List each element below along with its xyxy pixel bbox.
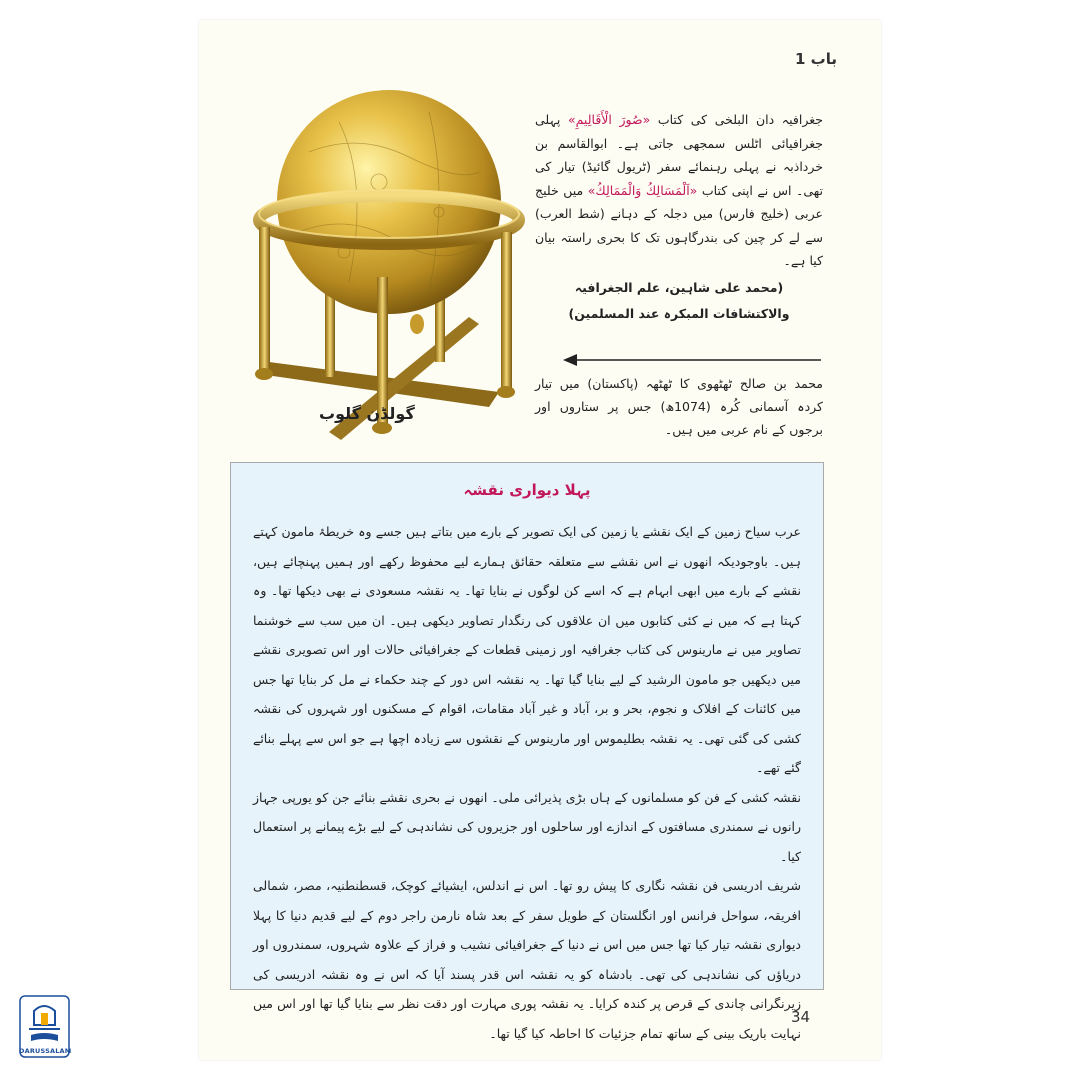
book-title-masalik: «اَلْمَسَالِكُ وَالْمَمَالِكُ» [587, 182, 698, 198]
intro-text-part3: میں خلیج عربی (خلیج فارس) میں دجلہ کے دہانے (شط العرب) سے لے کر چین کی بندرگاہوں تک کا بحری راستہ بیان کیا ہے۔ [535, 182, 823, 268]
intro-text-part1: جغرافیہ دان البلخی کی کتاب [650, 112, 824, 127]
info-box-title: پہلا دیواری نقشہ [463, 481, 591, 499]
info-paragraph: شریف ادریسی فن نقشہ نگاری کا پیش رو تھا۔ اس نے اندلس، ایشیائے کوچک، قسطنطنیہ، مصر، شمالی افریقہ، سواحل فرانس اور انگلستان کے طویل سفر کے بعد شاہ نارمن راجر دوم کے لیے قدیم دنیا کا پہلا دیواری نقشہ تیار کیا تھا جس میں اس نے دنیا کے جغرافیائی نشیب و فراز کے علاوہ شہروں، سمندروں اور دریاؤں کی نشاندہی کی تھی۔ بادشاہ کو یہ نقشہ اس قدر پسند آیا کہ اس نے وہ نقشہ ادریسی کی زیرنگرانی چاندی کے قرص پر کندہ کرایا۔ یہ نقشہ پوری مہارت اور دقت نظر سے بنایا گیا تھا اور اس میں نہایت باریک بینی کے ساتھ تمام جزئیات کا احاطہ کیا گیا تھا۔ [253, 878, 801, 1041]
credit-line-2: والاکتشافات المبکرہ عند المسلمین) [568, 305, 790, 321]
figure-label: گولڈن گلوب [319, 404, 415, 423]
darussalam-logo [19, 995, 70, 1058]
intro-text [535, 108, 823, 327]
info-paragraph: نقشہ کشی کے فن کو مسلمانوں کے ہاں بڑی پذیرائی ملی۔ انھوں نے بحری نقشے بنائے جن کو یورپی جہاز رانوں نے سمندری مسافتوں کے اندازے اور ساحلوں اور جزیروں کی نشاندہی کے لیے بڑے پیمانے پر استعمال کیا۔ [253, 789, 801, 864]
arrow-left-icon [563, 352, 821, 368]
credit-line-1: (محمد علی شاہین، علم الجغرافیہ [574, 279, 784, 295]
info-paragraph: عرب سیاح زمین کے ایک نقشے یا زمین کی ایک تصویر کے بارے میں بتاتے ہیں جسے وہ خریطۂ مامون کہتے ہیں۔ باوجودیکہ انھوں نے اس نقشے سے متعلقہ حقائق ہمارے لیے محفوظ رکھے اور ہمیں پہنچائے ہیں، نقشے کے بارے میں ابھی ابہام ہے کہ اسے کن لوگوں نے بنایا تھا۔ یہ نقشہ مسعودی نے بھی دیکھا تھا۔ وہ کہتا ہے کہ میں نے کئی کتابوں میں ان علاقوں کی رنگدار تصاویر دیکھی ہیں۔ ان میں سب سے خوشنما تصاویر میں نے مارینوس کی کتاب جغرافیہ اور زمینی قطعات کے جغرافیائی حالات اور اس تصویری نقشے میں دیکھیں جو مامون الرشید کے لیے بنایا گیا تھا۔ یہ نقشہ اس دور کے چند حکماء نے مل کر بنایا تھا جس میں کائنات کے افلاک و نجوم، بحر و بر، آباد و غیر آباد مقامات، اقوام کے مسکنوں اور شہروں کی نقشہ کشی کی گئی تھی۔ یہ نقشہ بطلیموس اور مارینوس کے نقشوں سے زیادہ اچھا ہے جو اس سے پہلے بنائے گئے تھے۔ [253, 524, 801, 775]
logo-text: DARUSSALAM [19, 1047, 72, 1055]
intro-text-part2: پہلی جغرافیائی اٹلس سمجھی جاتی ہے۔ ابوالقاسم بن خرداذبہ نے پہلی رہنمائے سفر (ٹریول گائیڈ) تیار کی تھی۔ اس نے اپنی کتاب [535, 112, 823, 198]
info-box-body [253, 517, 801, 1048]
page-number: 34 [791, 1008, 811, 1026]
book-title-suwar: «صُورَ الْأَقَالِیمِ» [567, 112, 651, 127]
golden-globe-image [239, 62, 529, 442]
book-page [199, 20, 881, 1060]
chapter-label: باب 1 [795, 50, 837, 68]
globe-caption: محمد بن صالح ٹھٹھوی کا ٹھٹھہ (پاکستان) میں تیار کردہ آسمانی کُرہ (1074ھ) جس پر ستاروں اور برجوں کے نام عربی میں ہیں۔ [535, 376, 823, 437]
